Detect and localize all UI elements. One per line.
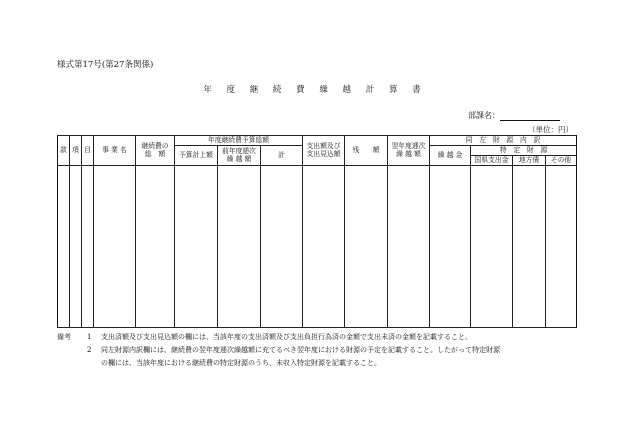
- body-cell[interactable]: [546, 166, 577, 328]
- body-cell[interactable]: [58, 166, 70, 328]
- shishutsu-line1: 支出額及び: [306, 141, 341, 150]
- col-moku: 目: [82, 136, 94, 166]
- shishutsu-line2: 支出見込額: [306, 149, 341, 158]
- note-row-1: [57, 331, 577, 344]
- col-jigyo-name: 事 業 名: [94, 136, 136, 166]
- body-cell[interactable]: [303, 166, 345, 328]
- unit-note: （単位：円）: [528, 125, 573, 134]
- department-field: [468, 110, 560, 121]
- body-cell[interactable]: [218, 166, 261, 328]
- body-cell[interactable]: [513, 166, 546, 328]
- sub-zennendo: [218, 146, 261, 166]
- group-budget-total: 年度継続費予算総額: [175, 136, 303, 146]
- keizoku-line2: 総 額: [144, 149, 166, 158]
- department-blank: [500, 111, 560, 121]
- col-yokunen: [388, 136, 430, 166]
- col-shishutsu: [303, 136, 345, 166]
- sub-kurikoshikin: 繰 越 金: [430, 146, 471, 166]
- col-kou: 項: [70, 136, 82, 166]
- body-cell[interactable]: [430, 166, 471, 328]
- zennendo-line2: 繰 越 額: [226, 154, 252, 163]
- body-cell[interactable]: [82, 166, 94, 328]
- zennendo-line1: 前年度逓次: [222, 146, 256, 155]
- body-cell[interactable]: [70, 166, 82, 328]
- col-kan: 款: [58, 136, 70, 166]
- sub-kei: 計: [261, 146, 303, 166]
- note-row-2: [57, 344, 577, 357]
- sub-kokuken: 国県支出金: [471, 156, 513, 166]
- notes-label-spacer: [57, 357, 87, 370]
- note-row-3: [57, 357, 577, 370]
- body-cell[interactable]: [345, 166, 388, 328]
- sub-sonota: その他: [546, 156, 577, 166]
- group-zaigen-breakdown: 同 左 財 源 内 訳: [430, 136, 577, 146]
- keizoku-line1: 継続費の: [141, 141, 169, 150]
- note-number: 2: [87, 346, 92, 354]
- note-text: 支出済額及び支出見込額の欄には、当該年度の支出済額及び支出負担行為済の金額で支出未済の金額を記載すること。: [101, 333, 472, 341]
- note-text: 同左財源内訳欄には、継続費の翌年度逓次繰越額に充てるべき翌年度における財源の予定を記載すること。したがって特定財源: [101, 346, 500, 354]
- sub-chihousai: 地方債: [513, 156, 546, 166]
- body-cell[interactable]: [94, 166, 136, 328]
- body-cell[interactable]: [471, 166, 513, 328]
- note-number: 1: [87, 333, 92, 341]
- document-title: 年 度 継 続 費 繰 越 計 算 書: [203, 85, 427, 95]
- department-label: 部課名：: [468, 111, 500, 120]
- yokunen-line1: 翌年度逓次: [391, 141, 426, 150]
- form-number: 様式第17号(第27条関係): [57, 60, 154, 70]
- notes-label-spacer: [57, 344, 87, 357]
- group-tokutei: 特 定 財 源: [471, 146, 577, 156]
- carryover-table: [57, 135, 577, 328]
- notes-label: 備考: [57, 333, 71, 341]
- body-cell[interactable]: [175, 166, 218, 328]
- note-continuation: の欄には、当該年度における継続費の特定財源のうち、未収入特定財源を記載すること。: [101, 359, 381, 367]
- notes-section: [57, 331, 577, 370]
- sub-yosan: 予算計上額: [175, 146, 218, 166]
- body-cell[interactable]: [261, 166, 303, 328]
- note-number-spacer: [87, 357, 101, 370]
- col-keizoku-total: [136, 136, 175, 166]
- body-cell[interactable]: [388, 166, 430, 328]
- yokunen-line2: 繰 越 額: [396, 149, 421, 158]
- body-cell[interactable]: [136, 166, 175, 328]
- col-zan: 残 額: [345, 136, 388, 166]
